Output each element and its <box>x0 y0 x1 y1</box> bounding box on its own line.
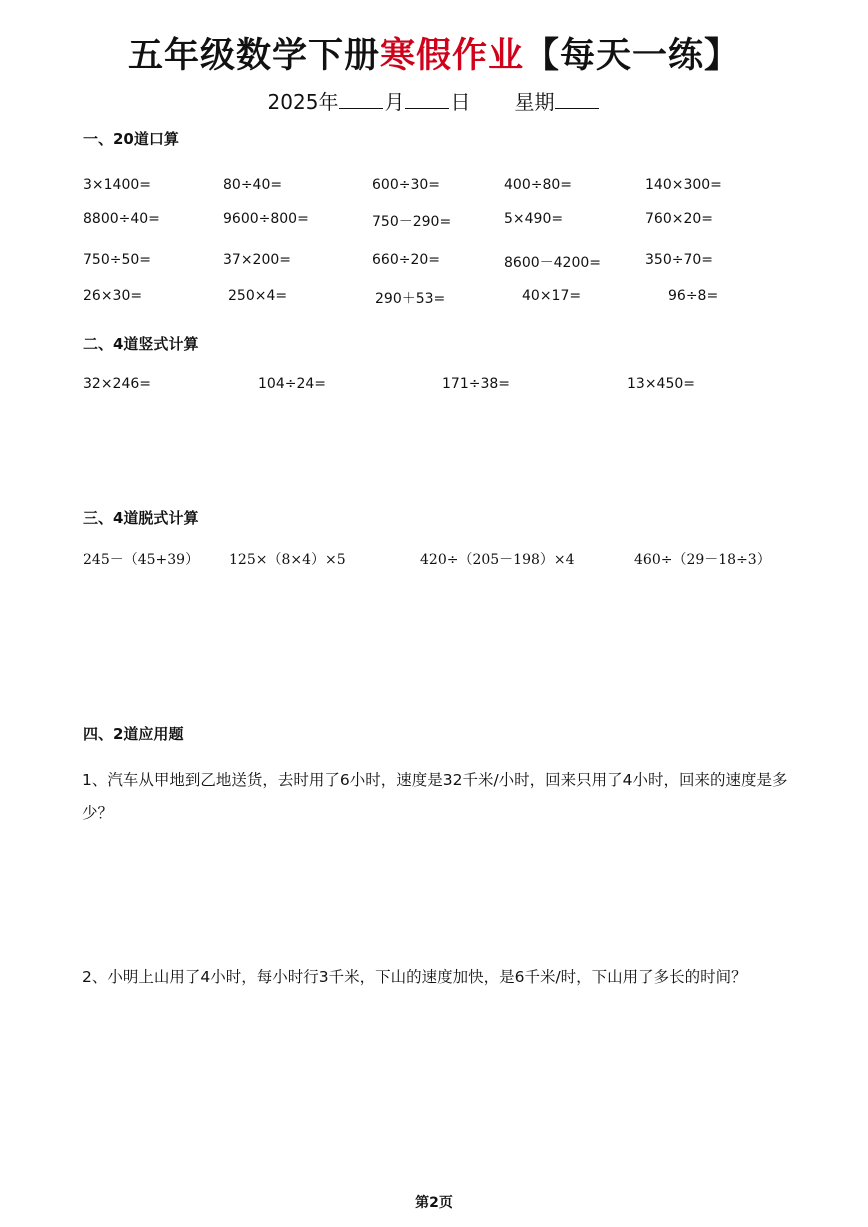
vertical-calc-item: 104÷24= <box>258 376 326 392</box>
mental-math-item: 80÷40= <box>223 177 283 193</box>
section-word-problems-heading: 四、2道应用题 <box>83 725 184 743</box>
word-problem-1: 1、汽车从甲地到乙地送货，去时用了6小时，速度是32千米/小时，回来只用了4小时，回来的速度是多少？ <box>82 771 788 822</box>
section-mental-math-heading: 一、20道口算 <box>83 130 179 148</box>
mental-math-item: 660÷20= <box>372 252 440 268</box>
mental-math-item: 8600－4200= <box>504 255 601 271</box>
mental-math-item: 140×300= <box>645 177 722 193</box>
mental-math-item: 350÷70= <box>645 252 713 268</box>
step-calc-item: 460÷（29－18÷3） <box>634 552 771 568</box>
mental-math-item: 5×490= <box>504 211 564 227</box>
title-part1: 五年级数学下册 <box>127 36 380 76</box>
mental-math-item: 400÷80= <box>504 177 572 193</box>
weekday-blank <box>555 90 599 109</box>
date-line <box>0 86 868 115</box>
month-label: 月 <box>384 90 405 114</box>
vertical-calc-item: 171÷38= <box>442 376 510 392</box>
section-vertical-calc-heading: 二、4道竖式计算 <box>83 335 199 353</box>
mental-math-item: 250×4= <box>228 288 288 304</box>
mental-math-item: 96÷8= <box>668 288 719 304</box>
step-calc-item: 420÷（205－198）×4 <box>420 552 575 568</box>
section-step-calc-heading: 三、4道脱式计算 <box>83 509 199 527</box>
vertical-calc-item: 32×246= <box>83 376 151 392</box>
title-part3: 【每天一练】 <box>524 36 741 76</box>
word-problem-2: 2、小明上山用了4小时，每小时行3千米，下山的速度加快，是6千米/时，下山用了多长的时间？ <box>82 968 747 986</box>
mental-math-item: 750－290= <box>372 214 452 230</box>
mental-math-item: 9600÷800= <box>223 211 309 227</box>
mental-math-item: 750÷50= <box>83 252 151 268</box>
mental-math-item: 3×1400= <box>83 177 151 193</box>
mental-math-item: 600÷30= <box>372 177 440 193</box>
title-highlight: 寒假作业 <box>379 36 524 76</box>
year-label: 2025年 <box>267 90 339 114</box>
vertical-calc-item: 13×450= <box>627 376 695 392</box>
weekday-label: 星期 <box>514 90 555 114</box>
mental-math-item: 40×17= <box>522 288 582 304</box>
mental-math-item: 290＋53= <box>375 291 446 307</box>
mental-math-item: 8800÷40= <box>83 211 160 227</box>
mental-math-item: 37×200= <box>223 252 291 268</box>
day-blank <box>405 90 449 109</box>
mental-math-item: 760×20= <box>645 211 713 227</box>
page-number: 第2页 <box>415 1195 453 1211</box>
month-blank <box>339 90 383 109</box>
mental-math-item: 26×30= <box>83 288 143 304</box>
page-title <box>0 28 868 78</box>
day-label: 日 <box>450 90 471 114</box>
step-calc-item: 125×（8×4）×5 <box>229 552 346 568</box>
step-calc-item: 245－（45+39） <box>83 552 200 568</box>
